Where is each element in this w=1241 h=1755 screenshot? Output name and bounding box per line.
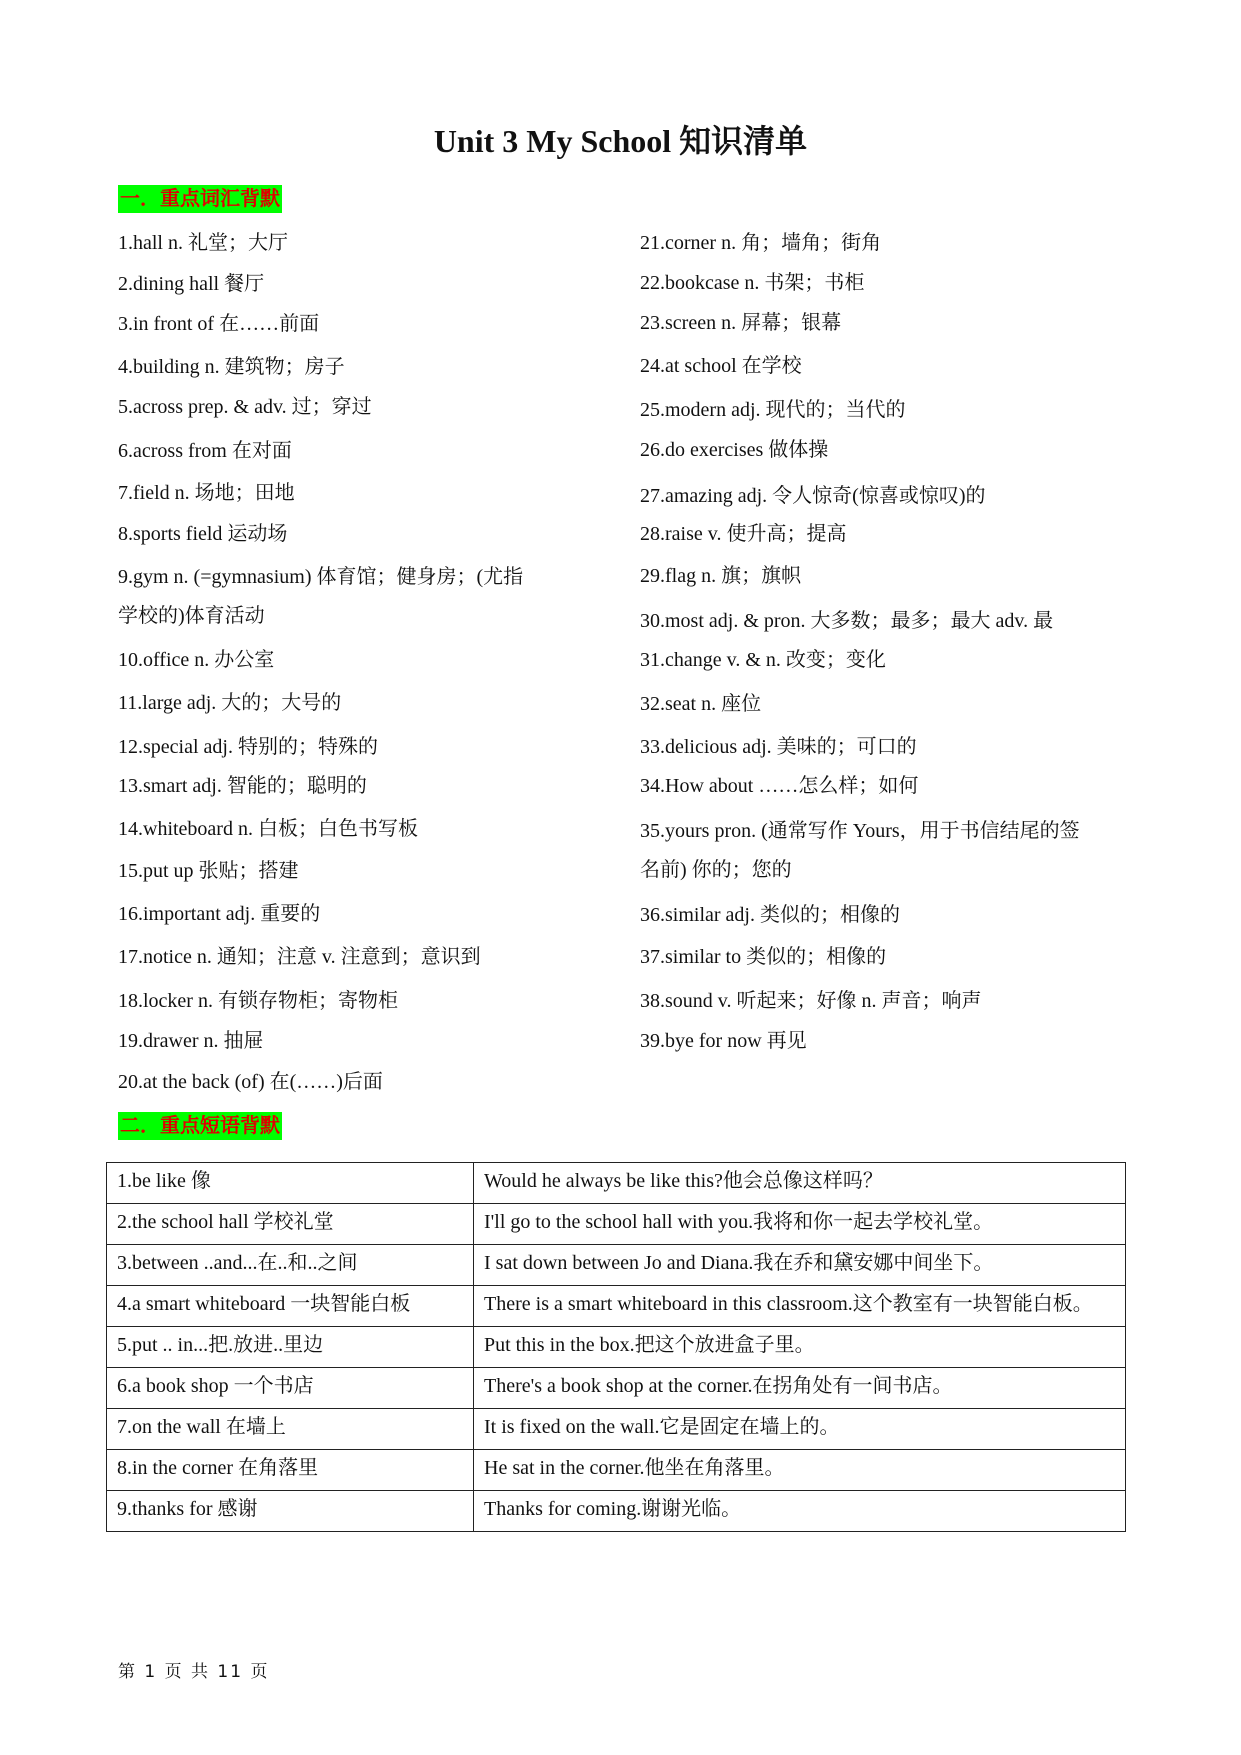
table-row [107,1491,1126,1532]
example-cell: There's a book shop at the corner.在拐角处有一间书店。 [474,1368,1126,1409]
phrase-cell: 2.the school hall 学校礼堂 [107,1204,474,1245]
vocab-item: 12.special adj. 特别的；特殊的 [118,736,378,758]
vocab-item: 30.most adj. & pron. 大多数；最多；最大 adv. 最 [640,610,1054,632]
phrase-cell: 3.between ..and...在..和..之间 [107,1245,474,1286]
vocab-item: 5.across prep. & adv. 过；穿过 [118,396,372,418]
vocab-item: 29.flag n. 旗；旗帜 [640,565,802,587]
section-heading-phrases: 二．重点短语背默 [118,1112,282,1140]
example-cell: It is fixed on the wall.它是固定在墙上的。 [474,1409,1126,1450]
example-cell: There is a smart whiteboard in this classroom.这个教室有一块智能白板。 [474,1286,1126,1327]
vocab-item: 33.delicious adj. 美味的；可口的 [640,736,917,758]
vocab-item: 34.How about ……怎么样；如何 [640,775,919,797]
vocab-item: 3.in front of 在……前面 [118,313,320,335]
table-row [107,1286,1126,1327]
vocab-item: 36.similar adj. 类似的；相像的 [640,904,900,926]
vocab-item: 15.put up 张贴；搭建 [118,860,299,882]
vocab-item: 22.bookcase n. 书架；书柜 [640,272,865,294]
vocab-item: 25.modern adj. 现代的；当代的 [640,399,906,421]
page-title: Unit 3 My School 知识清单 [433,123,808,159]
vocab-item: 18.locker n. 有锁存物柜；寄物柜 [118,990,398,1012]
phrase-cell: 7.on the wall 在墙上 [107,1409,474,1450]
vocab-item: 26.do exercises 做体操 [640,439,829,461]
vocab-item: 27.amazing adj. 令人惊奇(惊喜或惊叹)的 [640,485,986,507]
vocab-item: 9.gym n. (=gymnasium) 体育馆；健身房；(尤指 [118,566,524,588]
example-cell: I sat down between Jo and Diana.我在乔和黛安娜中间坐下。 [474,1245,1126,1286]
vocab-item-continued: 学校的)体育活动 [118,605,265,627]
vocab-item: 19.drawer n. 抽屉 [118,1030,264,1052]
vocab-item: 35.yours pron. (通常写作 Yours，用于书信结尾的签 [640,820,1080,842]
vocab-item-continued: 名前) 你的；您的 [640,859,792,881]
table-row [107,1163,1126,1204]
vocab-item: 10.office n. 办公室 [118,649,275,671]
vocab-item: 39.bye for now 再见 [640,1030,807,1052]
vocab-item: 2.dining hall 餐厅 [118,273,265,295]
section-heading-vocabulary: 一．重点词汇背默 [118,185,282,213]
vocab-item: 31.change v. & n. 改变；变化 [640,649,886,671]
vocab-item: 8.sports field 运动场 [118,523,288,545]
vocab-item: 20.at the back (of) 在(……)后面 [118,1071,383,1093]
vocab-item: 37.similar to 类似的；相像的 [640,946,887,968]
phrase-cell: 5.put .. in...把.放进..里边 [107,1327,474,1368]
example-cell: Would he always be like this?他会总像这样吗？ [474,1163,1126,1204]
table-row [107,1450,1126,1491]
example-cell: Thanks for coming.谢谢光临。 [474,1491,1126,1532]
vocab-item: 11.large adj. 大的；大号的 [118,692,342,714]
vocab-item: 28.raise v. 使升高；提高 [640,523,847,545]
table-row [107,1327,1126,1368]
vocab-item: 1.hall n. 礼堂；大厅 [118,232,288,254]
vocab-item: 38.sound v. 听起来；好像 n. 声音；响声 [640,990,982,1012]
table-row [107,1204,1126,1245]
phrase-table [106,1162,1126,1532]
table-row [107,1409,1126,1450]
vocab-item: 14.whiteboard n. 白板；白色书写板 [118,818,418,840]
vocab-item: 6.across from 在对面 [118,440,292,462]
example-cell: He sat in the corner.他坐在角落里。 [474,1450,1126,1491]
vocab-item: 32.seat n. 座位 [640,693,762,715]
page-footer: 第 1 页 共 11 页 [118,1662,270,1682]
example-cell: I'll go to the school hall with you.我将和你一起去学校礼堂。 [474,1204,1126,1245]
phrase-cell: 6.a book shop 一个书店 [107,1368,474,1409]
vocab-item: 24.at school 在学校 [640,355,802,377]
vocab-item: 23.screen n. 屏幕；银幕 [640,312,842,334]
vocab-item: 13.smart adj. 智能的；聪明的 [118,775,367,797]
vocab-item: 16.important adj. 重要的 [118,903,321,925]
phrase-cell: 1.be like 像 [107,1163,474,1204]
table-row [107,1368,1126,1409]
table-row [107,1245,1126,1286]
phrase-cell: 9.thanks for 感谢 [107,1491,474,1532]
phrase-cell: 4.a smart whiteboard 一块智能白板 [107,1286,474,1327]
vocab-item: 7.field n. 场地；田地 [118,482,295,504]
vocab-item: 17.notice n. 通知；注意 v. 注意到；意识到 [118,946,481,968]
vocab-item: 4.building n. 建筑物；房子 [118,356,345,378]
phrase-cell: 8.in the corner 在角落里 [107,1450,474,1491]
vocab-item: 21.corner n. 角；墙角；街角 [640,232,882,254]
example-cell: Put this in the box.把这个放进盒子里。 [474,1327,1126,1368]
